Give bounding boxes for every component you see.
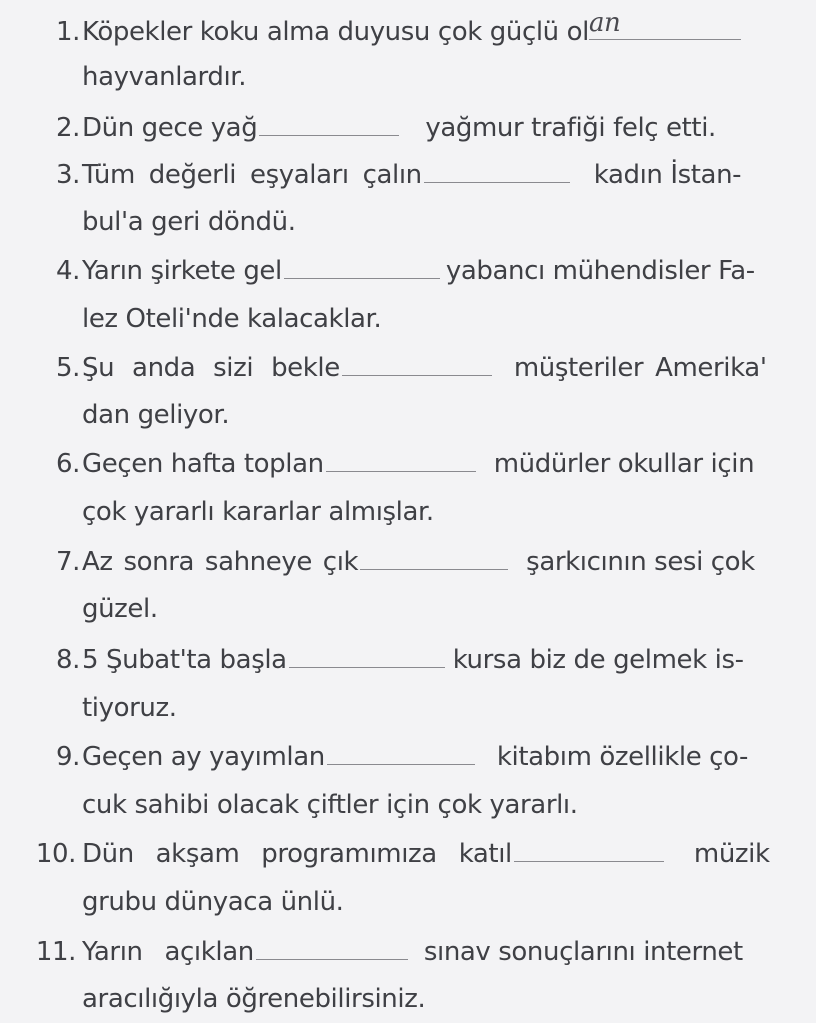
item-prompt: Dün akşam programımıza katıl [82, 839, 512, 869]
item-prompt: Yarın şirkete gel [82, 256, 282, 286]
filled-answer: an [588, 8, 621, 38]
answer-blank[interactable] [514, 839, 664, 862]
answer-blank[interactable] [256, 937, 408, 960]
item-number: 5. [55, 353, 80, 383]
item-number: 7. [55, 547, 80, 577]
item-continuation: bul'a geri döndü. [82, 207, 296, 237]
item-continuation: çok yararlı kararlar almışlar. [82, 497, 434, 527]
item-continuation: güzel. [82, 594, 158, 624]
item-after-blank: sınav sonuçlarını internet [423, 937, 743, 967]
item-after-blank: yabancı mühendisler Fa- [445, 256, 755, 286]
answer-blank[interactable] [342, 353, 492, 376]
item-continuation: cuk sahibi olacak çiftler için çok yararlı. [82, 790, 578, 820]
item-continuation: grubu dünyaca ünlü. [82, 887, 344, 917]
item-continuation: aracılığıyla öğrenebilirsiniz. [82, 984, 426, 1014]
item-number: 9. [55, 742, 80, 772]
answer-blank[interactable] [284, 256, 440, 279]
item-prompt: 5 Şubat'ta başla [82, 645, 287, 675]
item-after-blank: müzik [693, 839, 770, 869]
item-prompt: Şu anda sizi bekle [82, 353, 340, 383]
item-prompt: Dün gece yağ [82, 113, 258, 143]
item-number: 8. [55, 645, 80, 675]
answer-blank[interactable] [259, 113, 399, 136]
item-prompt: Geçen hafta toplan [82, 449, 324, 479]
item-continuation: lez Oteli'nde kalacaklar. [82, 304, 382, 334]
answer-blank[interactable] [326, 449, 476, 472]
item-number: 11. [35, 937, 76, 967]
item-continuation: hayvanlardır. [82, 62, 247, 92]
item-number: 10. [35, 839, 76, 869]
item-prompt: Köpekler koku alma duyusu çok güçlü ol [82, 17, 589, 47]
item-number: 6. [55, 449, 80, 479]
answer-blank[interactable] [424, 160, 570, 183]
item-number: 4. [55, 256, 80, 286]
item-prompt: Yarın açıklan [82, 937, 254, 967]
item-after-blank: müşteriler Amerika' [513, 353, 767, 383]
answer-blank[interactable] [360, 547, 508, 570]
item-after-blank: şarkıcının sesi çok [526, 547, 755, 577]
item-continuation: dan geliyor. [82, 400, 230, 430]
item-number: 2. [55, 113, 80, 143]
answer-blank[interactable] [327, 742, 475, 765]
item-prompt: Geçen ay yayımlan [82, 742, 325, 772]
item-prompt: Az sonra sahneye çık [82, 547, 359, 577]
answer-blank[interactable] [588, 8, 741, 40]
item-after-blank: kadın İstan- [593, 160, 742, 190]
item-continuation: tiyoruz. [82, 693, 177, 723]
item-number: 3. [55, 160, 80, 190]
item-number: 1. [55, 17, 80, 47]
item-after-blank: müdürler okullar için [493, 449, 755, 479]
item-after-blank: kitabım özellikle ço- [496, 742, 749, 772]
answer-blank[interactable] [289, 645, 445, 668]
item-prompt: Tüm değerli eşyaları çalın [82, 160, 422, 190]
item-after-blank: yağmur trafiği felç etti. [425, 113, 716, 143]
item-after-blank: kursa biz de gelmek is- [452, 645, 744, 675]
